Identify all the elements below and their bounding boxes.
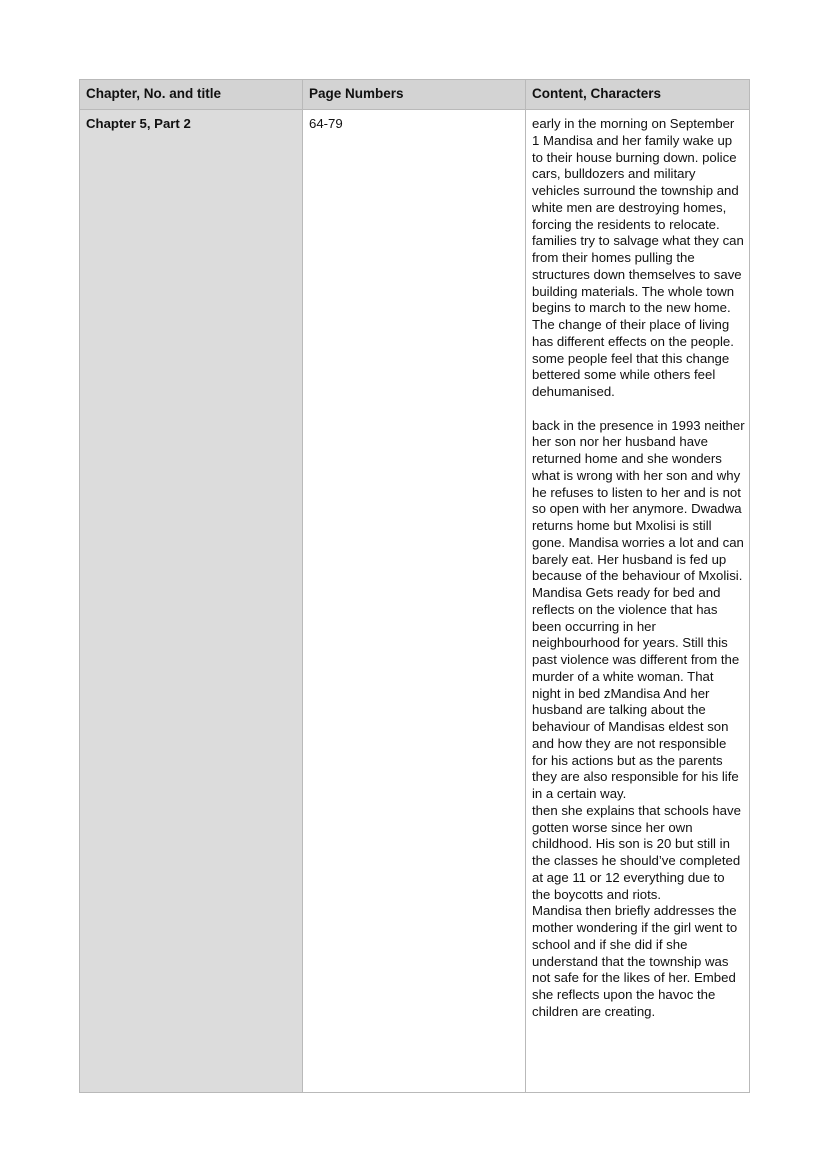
content-paragraph: back in the presence in 1993 neither her son nor her husband have returned home and she wonders what is wrong with her son and why he refuses to listen to her and is not so open with her anymore. Dwadwa returns home but Mxolisi is still gone. Mandisa worries a lot and can barely eat. Her husband is fed up because of the behaviour of Mxolisi. Mandisa Gets ready for bed and reflects on the violence that has been occurring in her neighbourhood for years. Still this past violence was different from the murder of a white woman. That night in bed zMandisa And her husband are talking about the behaviour of Mandisas eldest son and how they are not responsible for his actions but as the parents they are also responsible for his life in a certain way. then she explains that schools have gotten worse since her own childhood. His son is 20 but still in the classes he should’ve completed at age 11 or 12 everything due to the boycotts and riots. Mandisa then briefly addresses the mother wondering if the girl went to school and if she did if she understand that the township was not safe for the likes of her. Embed she reflects upon the havoc the children are creating.: [532, 417, 745, 1019]
paragraph-gap: [532, 401, 745, 418]
column-header-page-numbers: Page Numbers: [303, 80, 526, 110]
chapter-summary-table: [79, 79, 750, 1093]
page-numbers-cell: 64-79: [303, 110, 526, 1093]
content-paragraph: early in the morning on September 1 Mandisa and her family wake up to their house burning down. police cars, bulldozers and military vehicles surround the township and white men are destroying homes, forcing the residents to relocate. families try to salvage what they can from their homes pulling the structures down themselves to save building materials. The whole town begins to march to the new home. The change of their place of living has different effects on the people. some people feel that this change bettered some while others feel dehumanised.: [532, 116, 744, 399]
table-row: [80, 110, 750, 1093]
chapter-cell: Chapter 5, Part 2: [80, 110, 303, 1093]
column-header-content: Content, Characters: [526, 80, 750, 110]
content-cell: [526, 110, 750, 1093]
column-header-chapter: Chapter, No. and title: [80, 80, 303, 110]
table-header-row: [80, 80, 750, 110]
